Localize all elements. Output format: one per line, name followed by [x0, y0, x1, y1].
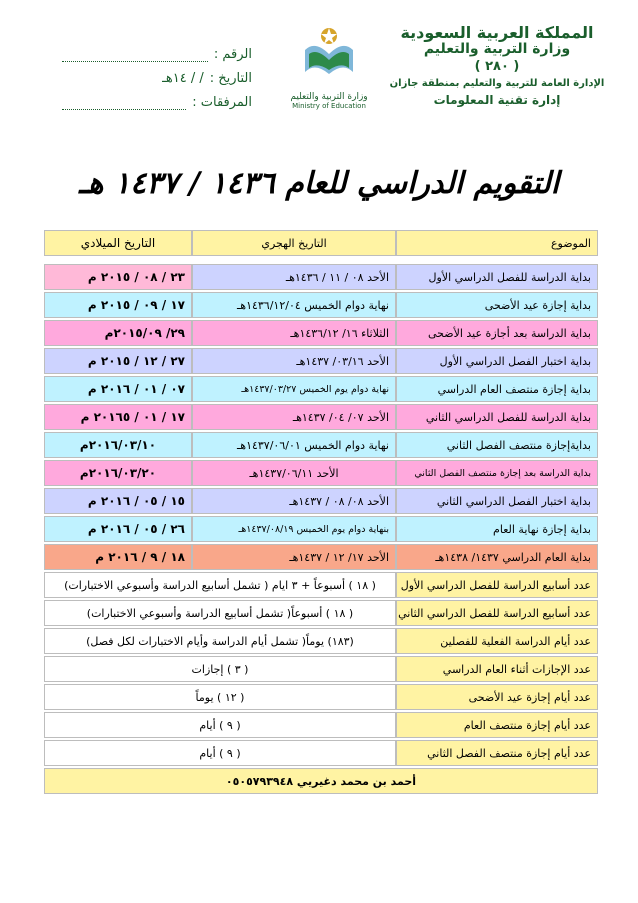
stats-row: [44, 656, 598, 682]
page-title: التقويم الدراسي للعام ١٤٣٦ / ١٤٣٧ هـ: [78, 166, 560, 201]
letterhead-right: [382, 24, 612, 109]
table-row: [44, 544, 598, 570]
book-logo-icon: [297, 22, 361, 92]
event-gregorian: ٢٣ / ٠٨ / ٢٠١٥ م: [44, 264, 192, 290]
event-gregorian: ٢٠١٦/٠٣/١٠م: [44, 432, 192, 458]
date-field: [62, 62, 252, 86]
event-gregorian: ٢٧ / ١٢ / ٢٠١٥ م: [44, 348, 192, 374]
logo-english-text: Ministry of Education: [292, 102, 366, 110]
event-hijri: الثلاثاء ١٦/ ١٤٣٦/١٢هـ: [192, 320, 396, 346]
event-subject: بداية اختبار الفصل الدراسي الثاني: [396, 488, 598, 514]
stat-value: ( ١٨ ) أسبوعاً( تشمل أسابيع الدراسة وأسبوعي الاختبارات): [44, 600, 396, 626]
attachments-field: [62, 86, 252, 110]
table-row: [44, 376, 598, 402]
event-gregorian: ٢٠١٦/٠٣/٢٠م: [44, 460, 192, 486]
stat-value: ( ٩ ) أيام: [44, 712, 396, 738]
table-header-row: [44, 230, 598, 256]
event-subject: بداية الدراسة بعد إجازة منتصف الفصل الثاني: [396, 460, 598, 486]
event-gregorian: ١٨ / ٩ / ٢٠١٦ م: [44, 544, 192, 570]
ref-field: [62, 38, 252, 62]
table-row: [44, 264, 598, 290]
stat-value: ( ١٢ ) يوماً: [44, 684, 396, 710]
event-gregorian: ١٥ / ٠٥ / ٢٠١٦ م: [44, 488, 192, 514]
stats-row: [44, 684, 598, 710]
event-subject: بداية إجازة منتصف العام الدراسي: [396, 376, 598, 402]
event-subject: بداية إجازة عيد الأضحى: [396, 292, 598, 318]
table-row: [44, 432, 598, 458]
event-gregorian: ٢٩/ ٢٠١٥/٠٩م: [44, 320, 192, 346]
date-value: / / ١٤هـ: [162, 71, 204, 86]
event-hijri: الأحد ٠٨ / ١١ / ١٤٣٦هـ: [192, 264, 396, 290]
stat-label: عدد الإجازات أثناء العام الدراسي: [396, 656, 598, 682]
stat-value: (١٨٣) يوماً( تشمل أيام الدراسة وأيام الاختبارات لكل فصل): [44, 628, 396, 654]
event-hijri: نهاية دوام الخميس ١٤٣٦/١٢/٠٤هـ: [192, 292, 396, 318]
event-hijri: بنهاية دوام يوم الخميس ١٤٣٧/٠٨/١٩هـ: [192, 516, 396, 542]
table-row: [44, 320, 598, 346]
stats-row: [44, 600, 598, 626]
letter-fields: [62, 38, 252, 110]
header-subject: الموضوع: [396, 230, 598, 256]
stat-label: عدد أسابيع الدراسة للفصل الدراسي الأول: [396, 572, 598, 598]
ministry-logo: [284, 22, 374, 122]
stats-row: [44, 740, 598, 766]
stats-row: [44, 628, 598, 654]
attachments-line: [62, 97, 186, 110]
date-label: التاريخ :: [209, 71, 252, 86]
event-subject: بداية العام الدراسي ١٤٣٧/ ١٤٣٨هـ: [396, 544, 598, 570]
event-subject: بداية الدراسة للفصل الدراسي الثاني: [396, 404, 598, 430]
department-name: إدارة تقنية المعلومات: [433, 93, 561, 107]
header-gregorian: التاريخ الميلادي: [44, 230, 192, 256]
event-hijri: الأحد ٠٧/ ٠٤/ ١٤٣٧هـ: [192, 404, 396, 430]
calendar-table: [44, 228, 598, 796]
author-credit: أحمد بن محمد دغيريي ٠٥٠٥٧٩٣٩٤٨: [44, 768, 598, 794]
ref-line: [62, 49, 208, 62]
attachments-label: المرفقات :: [192, 95, 252, 110]
table-row: [44, 516, 598, 542]
footer-row: [44, 768, 598, 794]
stats-row: [44, 712, 598, 738]
event-hijri: نهاية دوام الخميس ١٤٣٧/٠٦/٠١هـ: [192, 432, 396, 458]
event-subject: بداية إجازة نهاية العام: [396, 516, 598, 542]
event-subject: بداية الدراسة بعد أجازة عيد الأضحى: [396, 320, 598, 346]
logo-arabic-text: وزارة التربية والتعليم: [290, 92, 368, 102]
stat-label: عدد أيام الدراسة الفعلية للفصلين: [396, 628, 598, 654]
event-hijri: الأحد ٠٣/١٦/ ١٤٣٧هـ: [192, 348, 396, 374]
event-gregorian: ٠٧ / ٠١ / ٢٠١٦ م: [44, 376, 192, 402]
ministry-code: ( ٢٨٠ ): [474, 59, 520, 74]
stat-value: ( ٩ ) أيام: [44, 740, 396, 766]
table-row: [44, 460, 598, 486]
table-row: [44, 404, 598, 430]
table-row: [44, 292, 598, 318]
event-hijri: نهاية دوام يوم الخميس ١٤٣٧/٠٣/٢٧هـ: [192, 376, 396, 402]
event-subject: بداية اختبار الفصل الدراسي الأول: [396, 348, 598, 374]
stat-label: عدد أيام إجازة منتصف الفصل الثاني: [396, 740, 598, 766]
stat-label: عدد أسابيع الدراسة للفصل الدراسي الثاني: [396, 600, 598, 626]
event-gregorian: ١٧ / ٠١ / ٢٠١٦٥ م: [44, 404, 192, 430]
event-gregorian: ٢٦ / ٠٥ / ٢٠١٦ م: [44, 516, 192, 542]
stat-label: عدد أيام إجازة عيد الأضحى: [396, 684, 598, 710]
stats-row: [44, 572, 598, 598]
event-gregorian: ١٧ / ٠٩ / ٢٠١٥ م: [44, 292, 192, 318]
header-hijri: التاريخ الهجري: [192, 230, 396, 256]
event-hijri: الأحد ١٧/ ١٢ / ١٤٣٧هـ: [192, 544, 396, 570]
ministry-name: وزارة التربية والتعليم: [423, 41, 571, 57]
stat-value: ( ٣ ) إجازات: [44, 656, 396, 682]
kingdom-name: المملكة العربية السعودية: [400, 23, 594, 42]
event-hijri: الأحد ١٤٣٧/٠٦/١١هـ: [192, 460, 396, 486]
table-row: [44, 348, 598, 374]
ref-label: الرقم :: [213, 47, 252, 62]
event-subject: بدايةإجازة منتصف الفصل الثاني: [396, 432, 598, 458]
event-hijri: الأحد ٠٨/ ٠٨ / ١٤٣٧هـ: [192, 488, 396, 514]
stat-label: عدد أيام إجازة منتصف العام: [396, 712, 598, 738]
stat-value: ( ١٨ ) أسبوعاً + ٣ ايام ( تشمل أسابيع الدراسة وأسبوعي الاختبارات): [44, 572, 396, 598]
table-row: [44, 488, 598, 514]
event-subject: بداية الدراسة للفصل الدراسي الأول: [396, 264, 598, 290]
directorate-name: الإدارة العامة للتربية والتعليم بمنطقة جازان: [389, 78, 605, 89]
